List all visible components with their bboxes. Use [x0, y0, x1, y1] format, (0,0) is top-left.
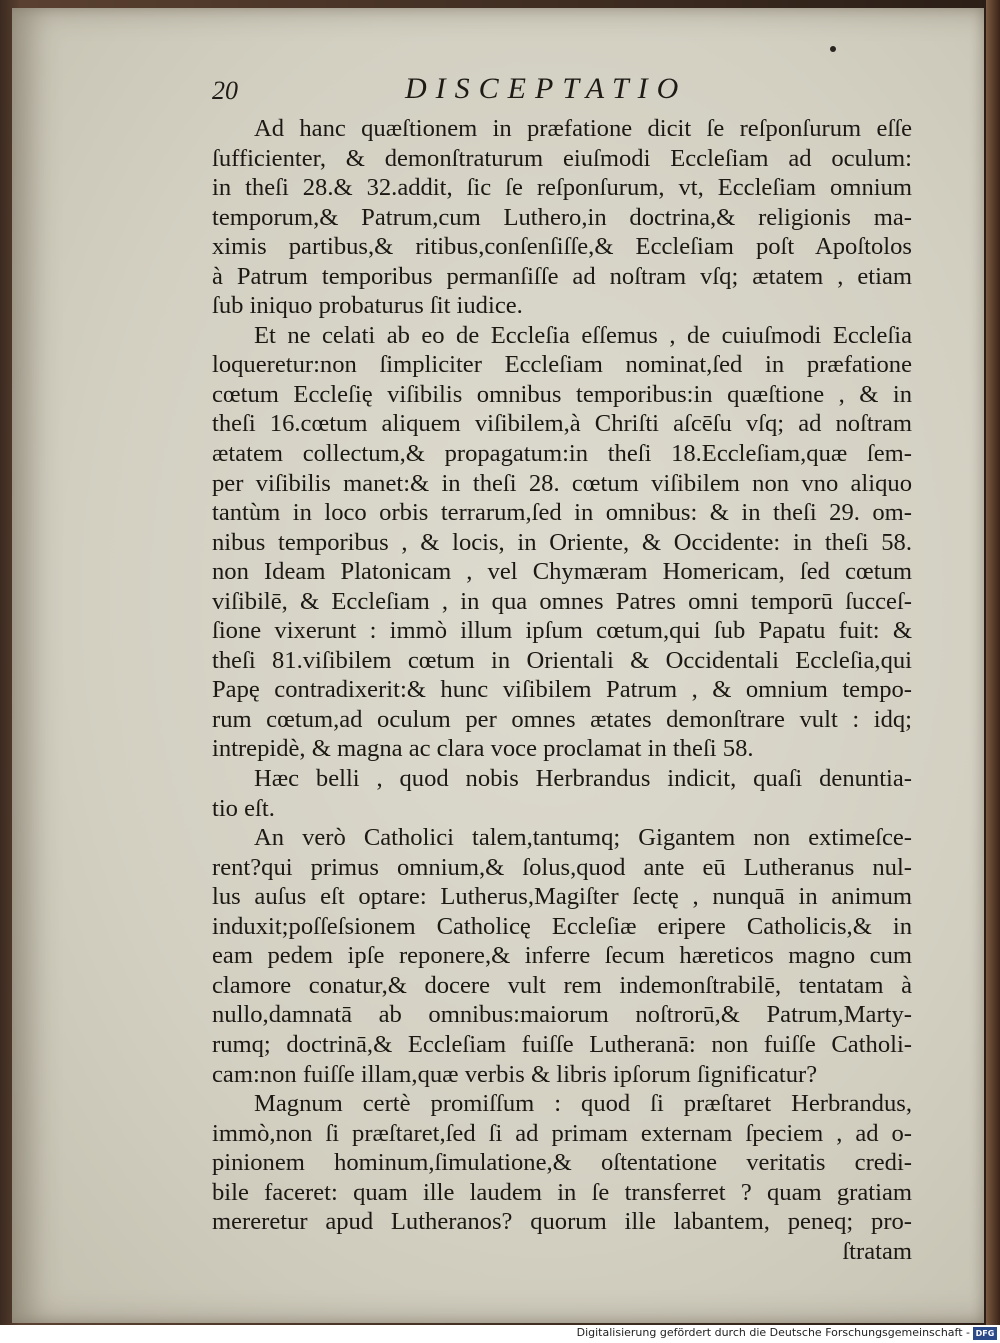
text-line: ſione vixerunt : immò illum ipſum cœtum,qui ſub Papatu fuit: & — [212, 617, 912, 645]
page-number: 20 — [212, 76, 238, 105]
text-line: bile faceret: quam ille laudem in ſe transferret ? quam gratiam — [212, 1178, 912, 1206]
text-line: cam:non fuiſſe illam,quæ verbis & libris ipſorum ſignificatur? — [212, 1060, 818, 1088]
page-header — [200, 70, 920, 110]
text-line: Et ne celati ab eo de Eccleſia eſſemus , de cuiuſmodi Eccleſia — [254, 321, 912, 349]
text-line: nibus temporibus , & locis, in Oriente, & Occidente: in theſi 58. — [212, 528, 912, 556]
text-line: rumq; doctrinā,& Eccleſiam fuiſſe Lutheranā: non fuiſſe Catholi- — [212, 1030, 912, 1058]
text-line: Hæc belli , quod nobis Herbrandus indicit, quaſi denuntia- — [254, 765, 912, 793]
text-line: non Ideam Platonicam , vel Chymæram Homericam, ſed cœtum — [212, 558, 912, 586]
text-line: An verò Catholici talem,tantumq; Gigantem non extimeſce- — [254, 824, 912, 852]
dfg-logo: DFG — [973, 1327, 997, 1340]
text-line: intrepidè, & magna ac clara voce proclamat in theſi 58. — [212, 735, 754, 763]
text-line: ætatem collectum,& propagatum:in theſi 18.Eccleſiam,quæ ſem- — [212, 440, 912, 468]
text-line: Papę contradixerit:& hunc viſibilem Patrum , & omnium tempo- — [212, 676, 912, 704]
text-line: clamore conatur,& docere vult rem indemonſtrabilē, tentatam à — [212, 971, 912, 999]
text-line: immò,non ſi præſtaret,ſed ſi ad primam externam ſpeciem , ad o- — [212, 1119, 912, 1147]
text-line: Ad hanc quæſtionem in præfatione dicit ſe reſponſurum eſſe — [254, 115, 912, 142]
text-line: mereretur apud Lutheranos? quorum ille labantem, peneq; pro- — [212, 1208, 912, 1236]
ink-spot — [830, 46, 836, 52]
text-line: tantùm in loco orbis terrarum,ſed in omnibus: & in theſi 29. om- — [212, 499, 912, 527]
text-line: pinionem hominum,ſimulatione,& oſtentatione veritatis credi- — [212, 1149, 912, 1177]
text-line: viſibilē, & Eccleſiam , in qua omnes Patres omni temporū ſucceſ- — [212, 587, 912, 615]
body-text — [212, 114, 912, 1266]
text-line: lus auſus eſt optare: Lutherus,Magiſter ſectę , nunquā in animum — [212, 883, 912, 911]
text-line: theſi 81.viſibilem cœtum in Orientali & Occidentali Eccleſia,qui — [212, 646, 912, 674]
text-line: induxit;poſſeſsionem Catholicę Eccleſiæ eripere Catholicis,& in — [212, 912, 912, 940]
text-line: per viſibilis manet:& in theſi 28. cœtum viſibilem non vno aliquo — [212, 469, 912, 497]
text-line: eam pedem ipſe reponere,& inferre ſecum hæreticos magno cum — [212, 942, 912, 970]
text-line: rum cœtum,ad oculum per omnes ætates demonſtrare vult : idq; — [212, 705, 912, 733]
text-line: loqueretur:non ſimpliciter Eccleſiam nominat,ſed in præfatione — [212, 351, 912, 379]
text-line: ſufficienter, & demonſtraturum eiuſmodi Eccleſiam ad oculum: — [212, 144, 912, 172]
book-edge — [986, 0, 1000, 1325]
text-line: theſi 16.cœtum aliquem viſibilem,à Chriſti aſcēſu vſq; ad noſtram — [212, 410, 912, 438]
text-line: ximis partibus,& ritibus,conſenſiſſe,& Eccleſiam poſt Apoſtolos — [212, 233, 912, 261]
text-line: à Patrum temporibus permanſiſſe ad noſtram vſq; ætatem , etiam — [212, 262, 912, 290]
text-line: Magnum certè promiſſum : quod ſi præſtaret Herbrandus, — [254, 1090, 912, 1118]
footer-bar — [0, 1325, 1000, 1343]
text-line: ſub iniquo probaturus ſit iudice. — [212, 292, 523, 320]
text-line: temporum,& Patrum,cum Luthero,in doctrina,& religionis ma- — [212, 203, 912, 231]
funding-credit: Digitalisierung gefördert durch die Deutsche Forschungsgemeinschaft - — [576, 1326, 970, 1339]
text-line: cœtum Eccleſię viſibilis omnibus temporibus:in quæſtione , & in — [212, 380, 912, 408]
text-line: tio eſt. — [212, 794, 275, 822]
text-line: nullo,damnatā ab omnibus:maiorum noſtrorū,& Patrum,Marty- — [212, 1001, 912, 1029]
text-line: in theſi 28.& 32.addit, ſic ſe reſponſurum, vt, Eccleſiam omnium — [212, 174, 912, 202]
running-head: DISCEPTATIO — [405, 72, 688, 105]
catchword: ſtratam — [842, 1237, 912, 1265]
text-line: rent?qui primus omnium,& ſolus,quod ante eū Lutheranus nul- — [212, 853, 912, 881]
